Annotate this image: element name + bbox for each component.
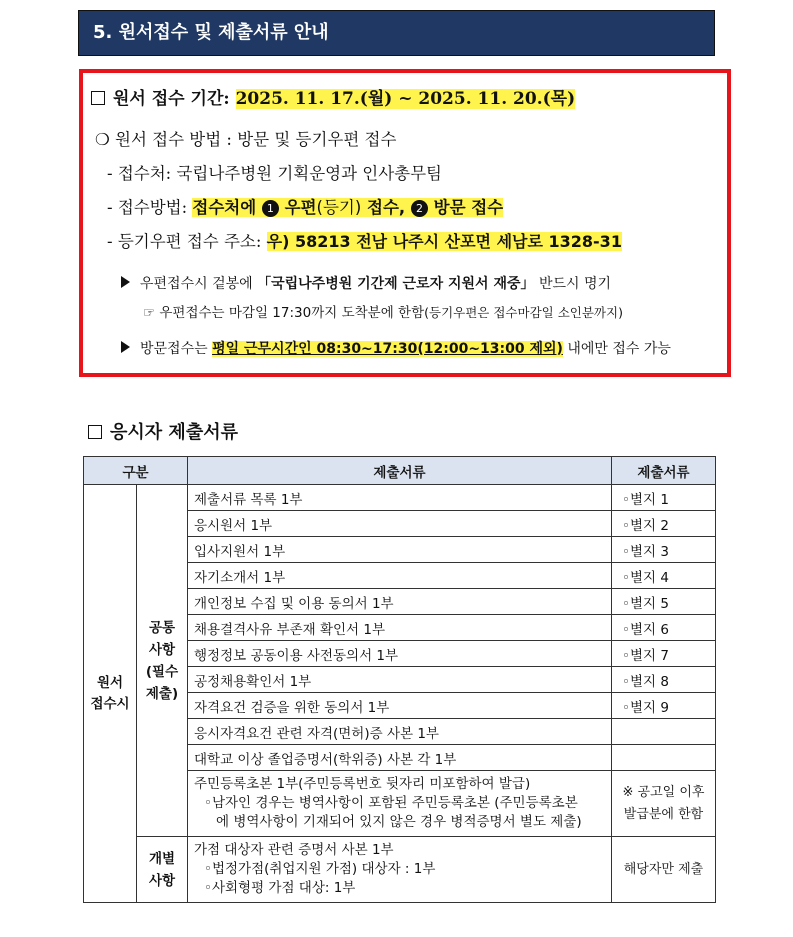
- documents-table: [83, 456, 716, 903]
- method-address: [107, 228, 622, 252]
- period-label: 원서 접수 기간:: [113, 89, 236, 109]
- common-label-cell: 공통 사항 (필수 제출): [137, 485, 188, 837]
- doc-cell: 입사지원서 1부: [188, 537, 612, 563]
- individual-label-cell: 개별 사항: [137, 837, 188, 903]
- checkbox-square-icon: [91, 91, 105, 105]
- mail-note-post: 반드시 명기: [534, 276, 612, 292]
- method-office: - 접수처: 국립나주병원 기획운영과 인사총무팀: [107, 164, 442, 183]
- attach-cell: ◦별지 3: [612, 537, 716, 563]
- resident-line-3: 에 병역사항이 기재되어 있지 않은 경우 병적증명서 별도 제출): [216, 814, 582, 830]
- doc-cell: 응시자격요건 관련 자격(면허)증 사본 1부: [188, 719, 612, 745]
- table-header-row: [84, 457, 716, 485]
- visit-note-post: 내에만 접수 가능: [562, 341, 671, 357]
- doc-cell: 대학교 이상 졸업증명서(학위증) 사본 각 1부: [188, 745, 612, 771]
- mail-sub-small: (등기우편은 접수마감일 소인분까지): [424, 305, 623, 320]
- header-documents: 제출서류: [188, 457, 612, 485]
- group-cell: 원서 접수시: [84, 485, 137, 903]
- resident-doc-cell: [188, 771, 612, 837]
- way-part-1: 접수처에: [192, 198, 262, 217]
- method-title: ❍ 원서 접수 방법 : 방문 및 등기우편 접수: [95, 130, 397, 149]
- triangle-bullet-icon: [121, 341, 130, 353]
- table-row: [84, 485, 716, 511]
- period-line: [91, 84, 575, 109]
- method-way: [107, 194, 503, 218]
- doc-cell: 공정채용확인서 1부: [188, 667, 612, 693]
- attach-cell: ◦별지 1: [612, 485, 716, 511]
- way-part-5: 방문 접수: [427, 198, 504, 217]
- resident-note-1: ※ 공고일 이후: [622, 784, 705, 800]
- attach-cell: ◦별지 5: [612, 589, 716, 615]
- individual-doc-cell: [188, 837, 612, 903]
- mail-note-pre: 우편접수시 겉봉에: [140, 276, 258, 292]
- doc-cell: 채용결격사유 부존재 확인서 1부: [188, 615, 612, 641]
- attach-cell: ◦별지 8: [612, 667, 716, 693]
- attach-cell: ◦별지 6: [612, 615, 716, 641]
- attach-cell: ◦별지 7: [612, 641, 716, 667]
- mail-sub-note: [143, 301, 623, 321]
- number-1-icon: 1: [262, 200, 279, 217]
- header-attachment: 제출서류: [612, 457, 716, 485]
- attach-cell: ◦별지 2: [612, 511, 716, 537]
- period-value: 2025. 11. 17.(월) ~ 2025. 11. 20.(목): [235, 89, 576, 109]
- method-way-highlight: [192, 198, 503, 217]
- individual-note-cell: 해당자만 제출: [612, 837, 716, 903]
- resident-note-cell: [612, 771, 716, 837]
- attach-cell: [612, 745, 716, 771]
- address-label: - 등기우편 접수 주소:: [107, 232, 267, 251]
- method-way-label: - 접수방법:: [107, 198, 193, 217]
- resident-line-2: ◦남자인 경우는 병역사항이 포함된 주민등록초본 (주민등록초본: [204, 795, 578, 811]
- checkbox-square-icon: [88, 425, 102, 439]
- mail-note-bold: 「국립나주병원 기간제 근로자 지원서 재중」: [257, 276, 535, 292]
- table-row: [84, 837, 716, 903]
- section-title-bar: [78, 10, 715, 56]
- individual-line-1: 가점 대상자 관련 증명서 사본 1부: [194, 842, 394, 858]
- resident-note-2: 발급분에 한함: [623, 806, 704, 822]
- doc-cell: 자기소개서 1부: [188, 563, 612, 589]
- way-part-2: 우편: [278, 198, 317, 217]
- header-category: 구분: [84, 457, 188, 485]
- doc-cell: 제출서류 목록 1부: [188, 485, 612, 511]
- doc-cell: 자격요건 검증을 위한 동의서 1부: [188, 693, 612, 719]
- doc-cell: 행정정보 공동이용 사전동의서 1부: [188, 641, 612, 667]
- individual-line-2: ◦법정가점(취업지원 가점) 대상자 : 1부: [204, 861, 436, 877]
- address-value: 우) 58213 전남 나주시 산포면 세남로 1328-31: [266, 232, 622, 251]
- application-info-box: [79, 69, 731, 377]
- attach-cell: [612, 719, 716, 745]
- visit-note: [121, 338, 671, 358]
- way-part-4: 접수,: [361, 198, 411, 217]
- attach-cell: ◦별지 4: [612, 563, 716, 589]
- section-title: 5. 원서접수 및 제출서류 안내: [93, 22, 329, 43]
- mail-note: [121, 273, 611, 293]
- mail-sub-text: ☞ 우편접수는 마감일 17:30까지 도착분에 한함: [143, 305, 425, 321]
- individual-line-3: ◦사회형평 가점 대상: 1부: [204, 880, 356, 896]
- triangle-bullet-icon: [121, 276, 130, 288]
- docs-title: 응시자 제출서류: [110, 422, 238, 443]
- doc-cell: 개인정보 수집 및 이용 동의서 1부: [188, 589, 612, 615]
- docs-heading: [88, 418, 238, 444]
- resident-line-1: 주민등록초본 1부(주민등록번호 뒷자리 미포함하여 발급): [194, 776, 531, 792]
- number-2-icon: 2: [411, 200, 428, 217]
- visit-note-bold: 평일 근무시간인 08:30~17:30(12:00~13:00 제외): [212, 341, 563, 357]
- visit-note-pre: 방문접수는: [140, 341, 213, 357]
- doc-cell: 응시원서 1부: [188, 511, 612, 537]
- way-part-3: (등기): [316, 198, 362, 217]
- attach-cell: ◦별지 9: [612, 693, 716, 719]
